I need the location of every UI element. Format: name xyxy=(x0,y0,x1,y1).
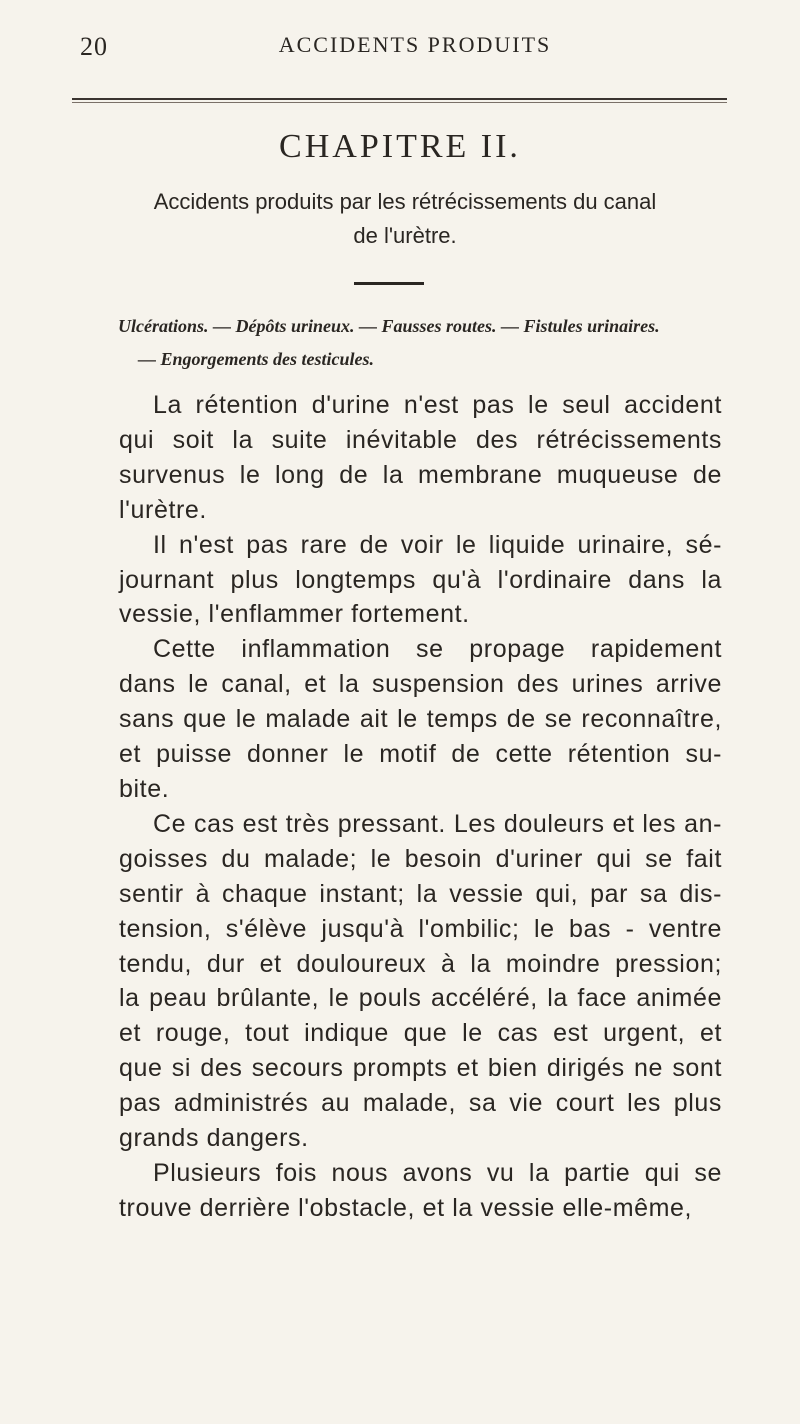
header-rule xyxy=(72,98,727,103)
summary-line: Ulcérations. — Dépôts urineux. — Fausses routes. — Fistules urinaires. xyxy=(118,316,660,336)
paragraph xyxy=(119,1156,722,1226)
text-line: pas administrés au malade, sa vie court les plus xyxy=(119,1089,722,1118)
paragraph xyxy=(119,528,722,633)
text-line: Ce cas est très pressant. Les douleurs et les an- xyxy=(153,809,722,838)
text-line: tendu, dur et douloureux à la moindre pression; xyxy=(119,949,722,978)
summary-line: — Engorgements des testicules. xyxy=(138,349,375,369)
text-line: vessie, l'enflammer fortement. xyxy=(119,600,470,629)
text-line: et puisse donner le motif de cette rétention su- xyxy=(119,740,722,769)
text-line: bite. xyxy=(119,774,170,803)
text-line: qui soit la suite inévitable des rétrécissements xyxy=(119,425,722,454)
text-line: grands dangers. xyxy=(119,1124,309,1153)
text-line: sentir à chaque instant; la vessie qui, par sa dis- xyxy=(119,879,722,908)
paragraph xyxy=(119,807,722,1156)
section-divider xyxy=(354,282,424,285)
text-line: dans le canal, et la suspension des urines arrive xyxy=(119,670,722,699)
running-title: ACCIDENTS PRODUITS xyxy=(278,32,552,57)
text-line: journant plus longtemps qu'à l'ordinaire dans la xyxy=(119,565,722,594)
page-number: 20 xyxy=(80,32,108,61)
chapter-title: CHAPITRE II. xyxy=(279,128,521,165)
text-line: sans que le malade ait le temps de se reconnaître, xyxy=(119,705,722,734)
text-line: tension, s'élève jusqu'à l'ombilic; le bas - ventre xyxy=(119,914,722,943)
paragraph xyxy=(119,632,722,807)
text-line: et rouge, tout indique que le cas est urgent, et xyxy=(119,1019,722,1048)
text-line: Il n'est pas rare de voir le liquide urinaire, sé- xyxy=(153,530,722,559)
text-line: trouve derrière l'obstacle, et la vessie elle-même, xyxy=(119,1193,693,1222)
chapter-subtitle xyxy=(110,185,700,253)
text-line: goisses du malade; le besoin d'uriner qui se fait xyxy=(119,844,722,873)
text-line: Plusieurs fois nous avons vu la partie qui se xyxy=(153,1158,722,1187)
text-line: que si des secours prompts et bien dirigés ne sont xyxy=(119,1054,722,1083)
text-line: La rétention d'urine n'est pas le seul accident xyxy=(153,391,722,419)
text-line: l'urètre. xyxy=(119,495,207,524)
text-line: survenus le long de la membrane muqueuse de xyxy=(119,460,722,489)
chapter-summary xyxy=(118,310,718,376)
running-head xyxy=(80,32,750,72)
paragraph xyxy=(119,388,722,528)
chapter-subtitle-line: de l'urètre. xyxy=(353,223,457,248)
text-line: la peau brûlante, le pouls accéléré, la face animée xyxy=(119,984,722,1013)
text-line: Cette inflammation se propage rapidement xyxy=(153,635,722,664)
body-text xyxy=(119,388,722,1226)
chapter-subtitle-line: Accidents produits par les rétrécissements du canal xyxy=(153,189,657,214)
